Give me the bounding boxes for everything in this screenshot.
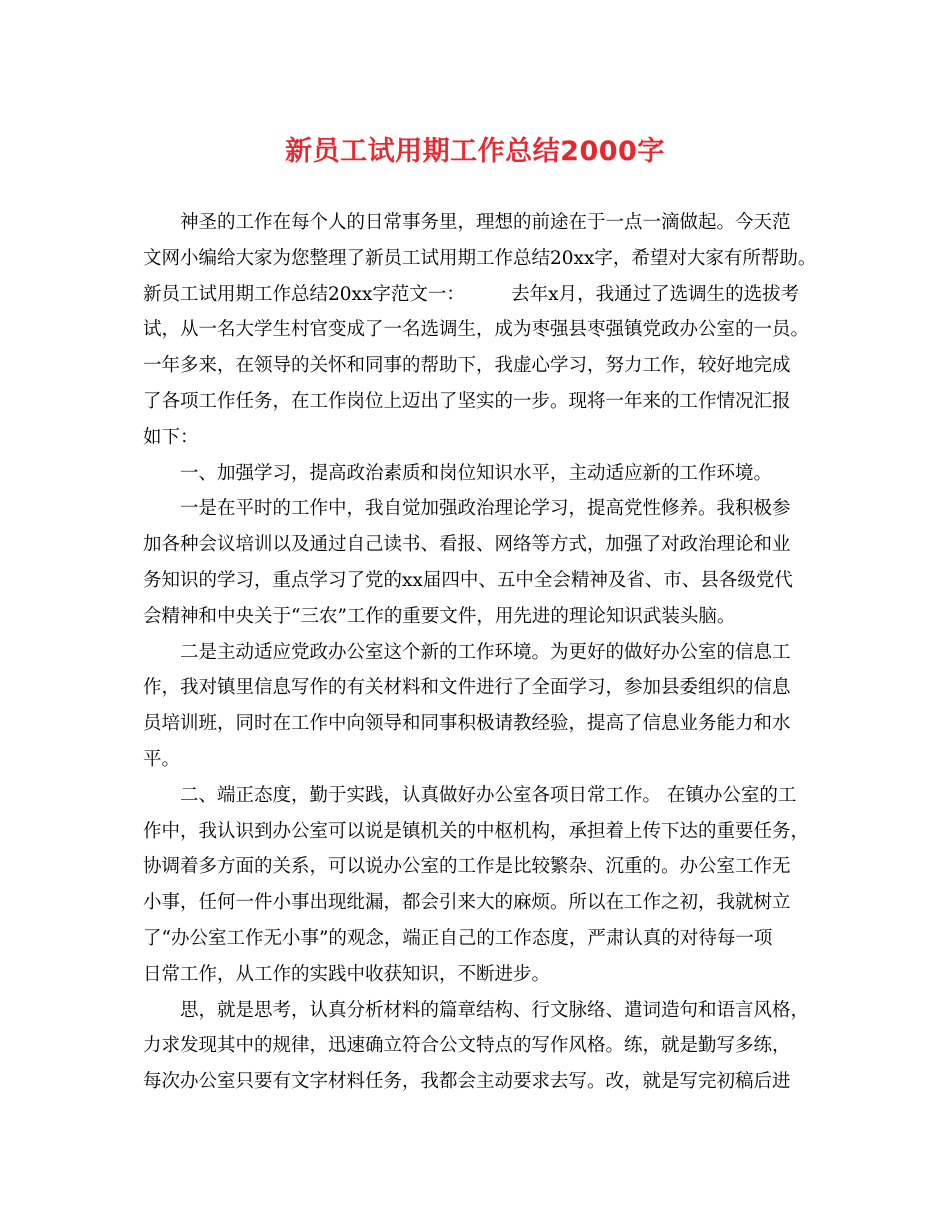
body-text-line: 新员工试用期工作总结20xx字范文一： 去年x月，我通过了选调生的选拔考 <box>143 283 800 305</box>
document-body <box>143 205 817 1100</box>
body-text-line: 二是主动适应党政办公室这个新的工作环境。为更好的做好办公室的信息工 <box>180 641 791 663</box>
body-text-line: 加各种会议培训以及通过自己读书、看报、网络等方式，加强了对政治理论和业 <box>143 534 791 556</box>
body-text-line: 一年多来，在领导的关怀和同事的帮助下，我虚心学习，努力工作，较好地完成 <box>143 355 791 377</box>
body-text-line: 一、加强学习，提高政治素质和岗位知识水平，主动适应新的工作环境。 <box>180 462 773 484</box>
body-text-line: 每次办公室只要有文字材料任务，我都会主动要求去写。改，就是写完初稿后进 <box>143 1071 791 1093</box>
body-text-line: 作，我对镇里信息写作的有关材料和文件进行了全面学习，参加县委组织的信息 <box>143 677 791 699</box>
body-text-line: 日常工作，从工作的实践中收获知识，不断进步。 <box>143 963 551 985</box>
body-text-line: 员培训班，同时在工作中向领导和同事积极请教经验，提高了信息业务能力和水 <box>143 713 791 735</box>
body-text-line: 作中，我认识到办公室可以说是镇机关的中枢机构，承担着上传下达的重要任务， <box>143 820 810 842</box>
body-text-line: 力求发现其中的规律，迅速确立符合公文特点的写作风格。练，就是勤写多练， <box>143 1035 791 1057</box>
body-text-line: 协调着多方面的关系，可以说办公室的工作是比较繁杂、沉重的。办公室工作无 <box>143 856 791 878</box>
body-text-line: 试，从一名大学生村官变成了一名选调生，成为枣强县枣强镇党政办公室的一员。 <box>143 319 810 341</box>
body-text-line: 文网小编给大家为您整理了新员工试用期工作总结20xx字，希望对大家有所帮助。 <box>143 247 817 269</box>
body-text-line: 二、端正态度，勤于实践，认真做好办公室各项日常工作。 在镇办公室的工 <box>180 784 797 806</box>
body-text-line: 如下： <box>143 426 199 448</box>
body-text-line: 了各项工作任务，在工作岗位上迈出了坚实的一步。现将一年来的工作情况汇报 <box>143 390 791 412</box>
body-text-line: 小事，任何一件小事出现纰漏，都会引来大的麻烦。所以在工作之初，我就树立 <box>143 892 791 914</box>
body-text-line: 会精神和中央关于“三农”工作的重要文件，用先进的理论知识武装头脑。 <box>143 605 736 627</box>
body-text-line: 神圣的工作在每个人的日常事务里，理想的前途在于一点一滴做起。今天范 <box>180 212 791 233</box>
body-text-line: 了“办公室工作无小事”的观念，端正自己的工作态度，严肃认真的对待每一项 <box>143 927 773 949</box>
body-text-line: 务知识的学习，重点学习了党的xx届四中、五中全会精神及省、市、县各级党代 <box>143 569 793 591</box>
document-title: 新员工试用期工作总结2000字 <box>285 136 665 167</box>
body-text-line: 一是在平时的工作中，我自觉加强政治理论学习，提高党性修养。我积极参 <box>180 498 791 520</box>
body-text-line: 思，就是思考，认真分析材料的篇章结构、行文脉络、遣词造句和语言风格， <box>180 999 810 1021</box>
body-text-line: 平。 <box>143 748 181 770</box>
